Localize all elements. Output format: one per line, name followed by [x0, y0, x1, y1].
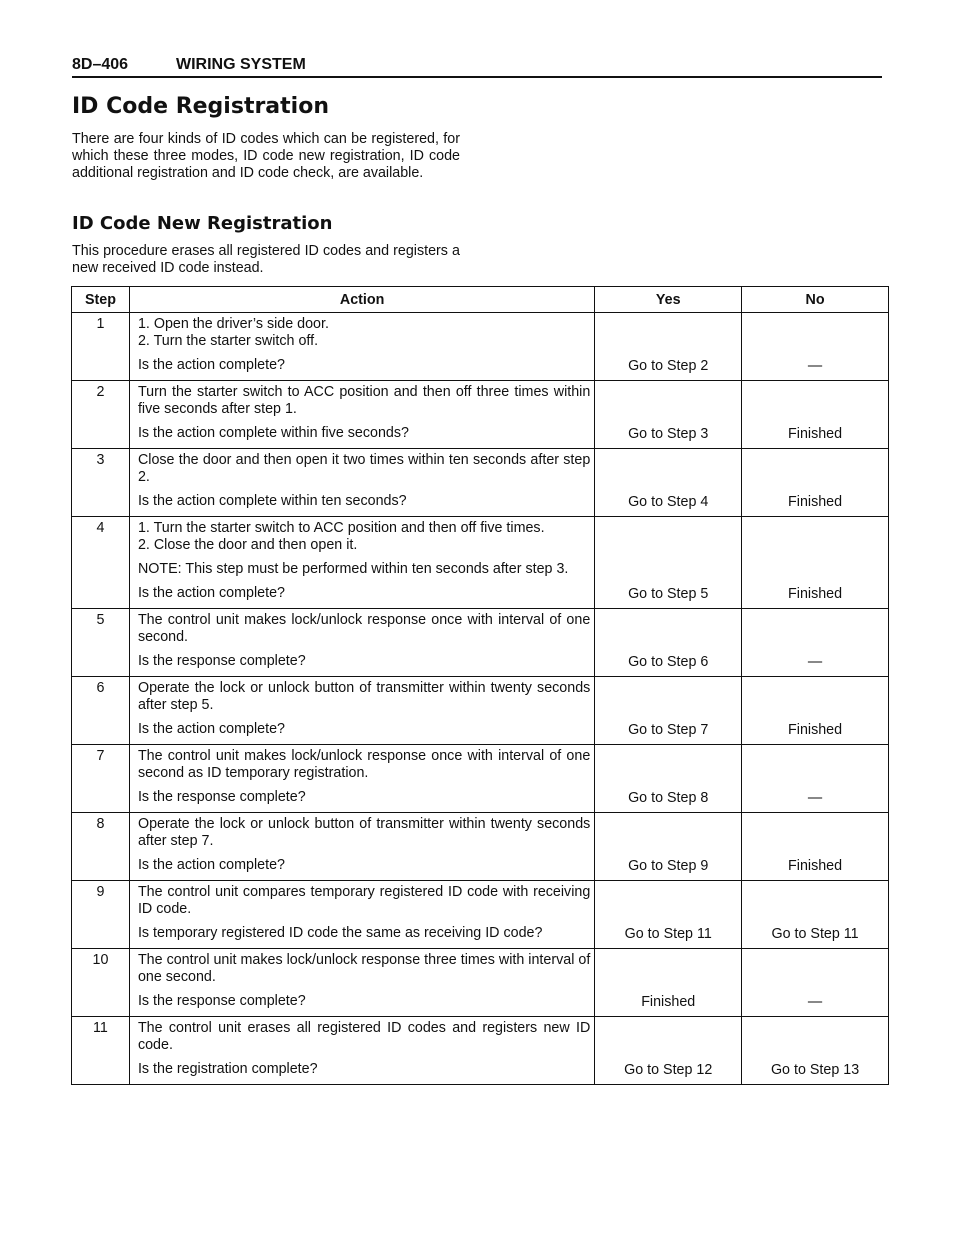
step-number: 2	[72, 381, 130, 449]
page-title: ID Code Registration	[72, 94, 329, 119]
table-row	[72, 517, 889, 609]
section-title: WIRING SYSTEM	[176, 56, 306, 73]
page-header	[72, 56, 882, 78]
action-instruction: Operate the lock or unlock button of transmitter within twenty seconds after step 7.	[137, 816, 591, 849]
action-question: Is the action complete?	[137, 585, 285, 601]
no-result: Go to Step 13	[742, 1017, 889, 1085]
intro-paragraph: There are four kinds of ID codes which can be registered, for which these three modes, ID code new registration, ID code additional registration and ID code check, are available.	[72, 131, 460, 181]
table-row	[72, 677, 889, 745]
table-header-row	[72, 287, 889, 313]
column-header-no: No	[742, 287, 889, 313]
action-instruction: The control unit erases all registered ID codes and registers new ID code.	[137, 1020, 591, 1053]
action-instruction: 1. Open the driver’s side door.	[137, 316, 329, 332]
action-instruction: Turn the starter switch to ACC position and then off three times within five seconds after step 1.	[137, 384, 591, 417]
table-row	[72, 313, 889, 381]
no-result: Finished	[742, 449, 889, 517]
step-number: 4	[72, 517, 130, 609]
step-action	[129, 949, 594, 1017]
yes-result: Go to Step 8	[595, 745, 742, 813]
yes-result: Go to Step 3	[595, 381, 742, 449]
yes-result: Go to Step 6	[595, 609, 742, 677]
action-instruction: 2. Close the door and then open it.	[137, 537, 358, 553]
action-question: Is the response complete?	[137, 993, 306, 1009]
step-number: 3	[72, 449, 130, 517]
action-question: Is the response complete?	[137, 789, 306, 805]
table-row	[72, 949, 889, 1017]
step-number: 9	[72, 881, 130, 949]
step-action	[129, 313, 594, 381]
action-instruction: 1. Turn the starter switch to ACC position and then off five times.	[137, 520, 545, 536]
action-instruction: The control unit makes lock/unlock response three times with interval of one second.	[137, 952, 591, 985]
no-result: —	[742, 949, 889, 1017]
no-result: —	[742, 745, 889, 813]
table-row	[72, 881, 889, 949]
action-instruction: The control unit makes lock/unlock response once with interval of one second as ID temporary registration.	[137, 748, 591, 781]
action-question: Is the action complete within ten seconds?	[137, 493, 407, 509]
step-action	[129, 449, 594, 517]
column-header-yes: Yes	[595, 287, 742, 313]
table-row	[72, 1017, 889, 1085]
yes-result: Go to Step 2	[595, 313, 742, 381]
no-result: Finished	[742, 381, 889, 449]
action-question: Is the action complete within five seconds?	[137, 425, 409, 441]
yes-result: Go to Step 9	[595, 813, 742, 881]
step-number: 7	[72, 745, 130, 813]
step-action	[129, 881, 594, 949]
action-question: Is the action complete?	[137, 357, 285, 373]
action-instruction: Operate the lock or unlock button of transmitter within twenty seconds after step 5.	[137, 680, 591, 713]
procedure-description: This procedure erases all registered ID codes and registers a new received ID code instead.	[72, 243, 460, 276]
yes-result: Go to Step 4	[595, 449, 742, 517]
table-row	[72, 813, 889, 881]
action-note: NOTE: This step must be performed within ten seconds after step 3.	[137, 561, 569, 577]
yes-result: Go to Step 7	[595, 677, 742, 745]
section-subtitle: ID Code New Registration	[72, 213, 333, 234]
action-question: Is the action complete?	[137, 721, 285, 737]
procedure-table	[71, 286, 889, 1085]
step-action	[129, 1017, 594, 1085]
column-header-step: Step	[72, 287, 130, 313]
table-row	[72, 609, 889, 677]
yes-result: Finished	[595, 949, 742, 1017]
action-question: Is the registration complete?	[137, 1061, 318, 1077]
no-result: Finished	[742, 813, 889, 881]
step-number: 1	[72, 313, 130, 381]
action-instruction: 2. Turn the starter switch off.	[137, 333, 319, 349]
table-row	[72, 381, 889, 449]
step-action	[129, 677, 594, 745]
yes-result: Go to Step 12	[595, 1017, 742, 1085]
step-number: 5	[72, 609, 130, 677]
step-action	[129, 813, 594, 881]
action-question: Is the action complete?	[137, 857, 285, 873]
yes-result: Go to Step 11	[595, 881, 742, 949]
no-result: —	[742, 609, 889, 677]
no-result: —	[742, 313, 889, 381]
no-result: Finished	[742, 677, 889, 745]
step-number: 6	[72, 677, 130, 745]
table-row	[72, 449, 889, 517]
action-instruction: Close the door and then open it two times within ten seconds after step 2.	[137, 452, 591, 485]
action-question: Is temporary registered ID code the same as receiving ID code?	[137, 925, 543, 941]
step-number: 11	[72, 1017, 130, 1085]
yes-result: Go to Step 5	[595, 517, 742, 609]
action-instruction: The control unit makes lock/unlock response once with interval of one second.	[137, 612, 591, 645]
page-number: 8D–406	[72, 56, 129, 73]
column-header-action: Action	[129, 287, 594, 313]
step-number: 10	[72, 949, 130, 1017]
step-number: 8	[72, 813, 130, 881]
step-action	[129, 517, 594, 609]
step-action	[129, 381, 594, 449]
no-result: Finished	[742, 517, 889, 609]
step-action	[129, 609, 594, 677]
action-question: Is the response complete?	[137, 653, 306, 669]
table-row	[72, 745, 889, 813]
step-action	[129, 745, 594, 813]
no-result: Go to Step 11	[742, 881, 889, 949]
action-instruction: The control unit compares temporary registered ID code with receiving ID code.	[137, 884, 591, 917]
